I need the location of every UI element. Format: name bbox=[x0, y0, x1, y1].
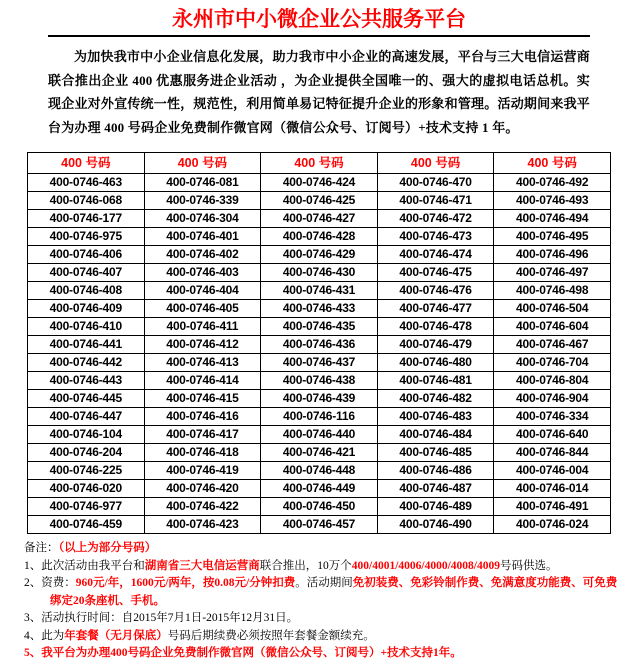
number-cell: 400-0746-419 bbox=[144, 462, 261, 480]
number-cell: 400-0746-457 bbox=[261, 516, 378, 534]
number-cell: 400-0746-339 bbox=[144, 192, 261, 210]
note1-text-b: 联合推出，10万个 bbox=[259, 559, 352, 572]
number-cell: 400-0746-304 bbox=[144, 210, 261, 228]
number-cell: 400-0746-020 bbox=[28, 480, 145, 498]
number-cell: 400-0746-423 bbox=[144, 516, 261, 534]
number-cell: 400-0746-435 bbox=[261, 318, 378, 336]
note1-highlight-a: 湖南省三大电信运营商 bbox=[144, 559, 260, 572]
number-cell: 400-0746-437 bbox=[261, 354, 378, 372]
number-cell: 400-0746-406 bbox=[28, 246, 145, 264]
footnotes-section bbox=[24, 540, 618, 663]
numbers-table-wrap bbox=[27, 152, 611, 534]
table-row bbox=[28, 246, 611, 264]
table-row bbox=[28, 516, 611, 534]
number-cell: 400-0746-490 bbox=[377, 516, 494, 534]
number-cell: 400-0746-407 bbox=[28, 264, 145, 282]
number-cell: 400-0746-483 bbox=[377, 408, 494, 426]
table-row bbox=[28, 264, 611, 282]
number-cell: 400-0746-459 bbox=[28, 516, 145, 534]
number-cell: 400-0746-068 bbox=[28, 192, 145, 210]
number-cell: 400-0746-225 bbox=[28, 462, 145, 480]
number-cell: 400-0746-463 bbox=[28, 174, 145, 192]
note-remark bbox=[24, 540, 614, 558]
table-row bbox=[28, 192, 611, 210]
number-cell: 400-0746-489 bbox=[377, 498, 494, 516]
table-row bbox=[28, 318, 611, 336]
note-item-2-cont bbox=[24, 593, 614, 611]
table-header-row bbox=[28, 153, 611, 174]
number-cell: 400-0746-484 bbox=[377, 426, 494, 444]
column-header-3: 400 号码 bbox=[261, 153, 378, 174]
note2-text-b: 。活动期间 bbox=[295, 577, 353, 589]
note4-highlight-a: 年套餐（无月保底） bbox=[64, 629, 168, 642]
number-cell: 400-0746-418 bbox=[144, 444, 261, 462]
number-cell: 400-0746-442 bbox=[28, 354, 145, 372]
number-cell: 400-0746-704 bbox=[494, 354, 611, 372]
number-cell: 400-0746-487 bbox=[377, 480, 494, 498]
number-cell: 400-0746-440 bbox=[261, 426, 378, 444]
number-cell: 400-0746-449 bbox=[261, 480, 378, 498]
table-head bbox=[28, 153, 611, 174]
number-cell: 400-0746-494 bbox=[494, 210, 611, 228]
table-row bbox=[28, 282, 611, 300]
number-cell: 400-0746-844 bbox=[494, 444, 611, 462]
number-cell: 400-0746-482 bbox=[377, 390, 494, 408]
number-cell: 400-0746-204 bbox=[28, 444, 145, 462]
note2-highlight-c: 绑定20条座机、手机。 bbox=[50, 594, 165, 607]
note1-text-c: 号码供选。 bbox=[499, 559, 558, 572]
number-cell: 400-0746-408 bbox=[28, 282, 145, 300]
table-row bbox=[28, 210, 611, 228]
number-cell: 400-0746-404 bbox=[144, 282, 261, 300]
note4-text-b: 号码后期续费必须按照年套餐金额续充。 bbox=[167, 629, 375, 642]
note-item-4 bbox=[24, 628, 614, 646]
number-cell: 400-0746-467 bbox=[494, 336, 611, 354]
number-cell: 400-0746-411 bbox=[144, 318, 261, 336]
table-row bbox=[28, 300, 611, 318]
number-cell: 400-0746-498 bbox=[494, 282, 611, 300]
number-cell: 400-0746-475 bbox=[377, 264, 494, 282]
table-body bbox=[28, 174, 611, 534]
number-cell: 400-0746-413 bbox=[144, 354, 261, 372]
number-cell: 400-0746-412 bbox=[144, 336, 261, 354]
table-row bbox=[28, 408, 611, 426]
number-cell: 400-0746-493 bbox=[494, 192, 611, 210]
number-cell: 400-0746-420 bbox=[144, 480, 261, 498]
number-cell: 400-0746-474 bbox=[377, 246, 494, 264]
number-cell: 400-0746-436 bbox=[261, 336, 378, 354]
number-cell: 400-0746-430 bbox=[261, 264, 378, 282]
note-item-5 bbox=[24, 645, 614, 663]
column-header-2: 400 号码 bbox=[144, 153, 261, 174]
number-cell: 400-0746-477 bbox=[377, 300, 494, 318]
note4-text-a: 4、此为 bbox=[24, 629, 65, 642]
number-cell: 400-0746-497 bbox=[494, 264, 611, 282]
number-cell: 400-0746-429 bbox=[261, 246, 378, 264]
number-cell: 400-0746-116 bbox=[261, 408, 378, 426]
table-row bbox=[28, 228, 611, 246]
number-cell: 400-0746-438 bbox=[261, 372, 378, 390]
number-cell: 400-0746-443 bbox=[28, 372, 145, 390]
number-cell: 400-0746-492 bbox=[494, 174, 611, 192]
number-cell: 400-0746-480 bbox=[377, 354, 494, 372]
number-cell: 400-0746-447 bbox=[28, 408, 145, 426]
number-cell: 400-0746-977 bbox=[28, 498, 145, 516]
note1-highlight-b: 400/4001/4006/4000/4008/4009 bbox=[351, 559, 500, 572]
note2-highlight-a: 960元/年，1600元/两年，按0.08元/分钟扣费 bbox=[75, 577, 296, 589]
table-row bbox=[28, 444, 611, 462]
intro-section bbox=[48, 37, 590, 139]
number-cell: 400-0746-415 bbox=[144, 390, 261, 408]
column-header-5: 400 号码 bbox=[494, 153, 611, 174]
number-cell: 400-0746-472 bbox=[377, 210, 494, 228]
number-cell: 400-0746-334 bbox=[494, 408, 611, 426]
table-row bbox=[28, 372, 611, 390]
number-cell: 400-0746-485 bbox=[377, 444, 494, 462]
number-cell: 400-0746-473 bbox=[377, 228, 494, 246]
number-cell: 400-0746-441 bbox=[28, 336, 145, 354]
number-cell: 400-0746-410 bbox=[28, 318, 145, 336]
table-row bbox=[28, 426, 611, 444]
page-title: 永州市中小微企业公共服务平台 bbox=[172, 8, 466, 31]
number-cell: 400-0746-104 bbox=[28, 426, 145, 444]
number-cell: 400-0746-640 bbox=[494, 426, 611, 444]
number-cell: 400-0746-409 bbox=[28, 300, 145, 318]
number-cell: 400-0746-604 bbox=[494, 318, 611, 336]
note5-text: 5、我平台为办理400号码企业免费制作微官网（微信公众号、订阅号）+技术支持1年。 bbox=[24, 647, 462, 659]
number-cell: 400-0746-425 bbox=[261, 192, 378, 210]
table-row bbox=[28, 480, 611, 498]
number-cell: 400-0746-014 bbox=[494, 480, 611, 498]
note3-text: 3、活动执行时间：自2015年7月1日-2015年12月31日。 bbox=[24, 612, 299, 624]
note1-text-a: 1、此次活动由我平台和 bbox=[24, 559, 145, 572]
note-item-2 bbox=[24, 575, 618, 593]
table-row bbox=[28, 462, 611, 480]
table-row bbox=[28, 390, 611, 408]
number-cell: 400-0746-402 bbox=[144, 246, 261, 264]
remark-label: 备注： bbox=[24, 542, 59, 554]
note2-text-a: 2、资费： bbox=[24, 577, 76, 589]
number-cell: 400-0746-403 bbox=[144, 264, 261, 282]
intro-paragraph: 为加快我市中小企业信息化发展，助力我市中小企业的高速发展，平台与三大电信运营商联合推出企业 400 优惠服务进企业活动 ，为企业提供全国唯一的、强大的虚拟电话总机。实现企业对外宣传统一性，规范性，利用简单易记特征提升企业的形象和管理。活动期间来我平台为办理 400 号码企业免费制作微官网（微信公众号、订阅号）+技术支持 1 年。 bbox=[48, 49, 590, 135]
number-cell: 400-0746-476 bbox=[377, 282, 494, 300]
number-cell: 400-0746-417 bbox=[144, 426, 261, 444]
note-item-1 bbox=[24, 558, 614, 576]
note2-highlight-b: 免初装费、免彩铃制作费、免满意度功能费、可免费 bbox=[352, 577, 618, 589]
number-cell: 400-0746-496 bbox=[494, 246, 611, 264]
number-cell: 400-0746-422 bbox=[144, 498, 261, 516]
number-cell: 400-0746-491 bbox=[494, 498, 611, 516]
number-cell: 400-0746-470 bbox=[377, 174, 494, 192]
table-row bbox=[28, 336, 611, 354]
number-cell: 400-0746-401 bbox=[144, 228, 261, 246]
number-cell: 400-0746-428 bbox=[261, 228, 378, 246]
number-cell: 400-0746-450 bbox=[261, 498, 378, 516]
column-header-4: 400 号码 bbox=[377, 153, 494, 174]
number-cell: 400-0746-445 bbox=[28, 390, 145, 408]
number-cell: 400-0746-004 bbox=[494, 462, 611, 480]
numbers-table bbox=[27, 152, 611, 534]
number-cell: 400-0746-431 bbox=[261, 282, 378, 300]
number-cell: 400-0746-486 bbox=[377, 462, 494, 480]
number-cell: 400-0746-478 bbox=[377, 318, 494, 336]
number-cell: 400-0746-421 bbox=[261, 444, 378, 462]
table-row bbox=[28, 354, 611, 372]
number-cell: 400-0746-405 bbox=[144, 300, 261, 318]
title-section bbox=[0, 0, 638, 37]
number-cell: 400-0746-448 bbox=[261, 462, 378, 480]
number-cell: 400-0746-479 bbox=[377, 336, 494, 354]
table-row bbox=[28, 174, 611, 192]
table-row bbox=[28, 498, 611, 516]
number-cell: 400-0746-414 bbox=[144, 372, 261, 390]
note-item-3 bbox=[24, 610, 614, 628]
number-cell: 400-0746-424 bbox=[261, 174, 378, 192]
number-cell: 400-0746-433 bbox=[261, 300, 378, 318]
number-cell: 400-0746-975 bbox=[28, 228, 145, 246]
number-cell: 400-0746-804 bbox=[494, 372, 611, 390]
number-cell: 400-0746-024 bbox=[494, 516, 611, 534]
number-cell: 400-0746-495 bbox=[494, 228, 611, 246]
number-cell: 400-0746-504 bbox=[494, 300, 611, 318]
number-cell: 400-0746-081 bbox=[144, 174, 261, 192]
number-cell: 400-0746-439 bbox=[261, 390, 378, 408]
number-cell: 400-0746-481 bbox=[377, 372, 494, 390]
number-cell: 400-0746-416 bbox=[144, 408, 261, 426]
number-cell: 400-0746-471 bbox=[377, 192, 494, 210]
number-cell: 400-0746-427 bbox=[261, 210, 378, 228]
remark-value: （以上为部分号码） bbox=[58, 542, 157, 554]
column-header-1: 400 号码 bbox=[28, 153, 145, 174]
number-cell: 400-0746-904 bbox=[494, 390, 611, 408]
number-cell: 400-0746-177 bbox=[28, 210, 145, 228]
